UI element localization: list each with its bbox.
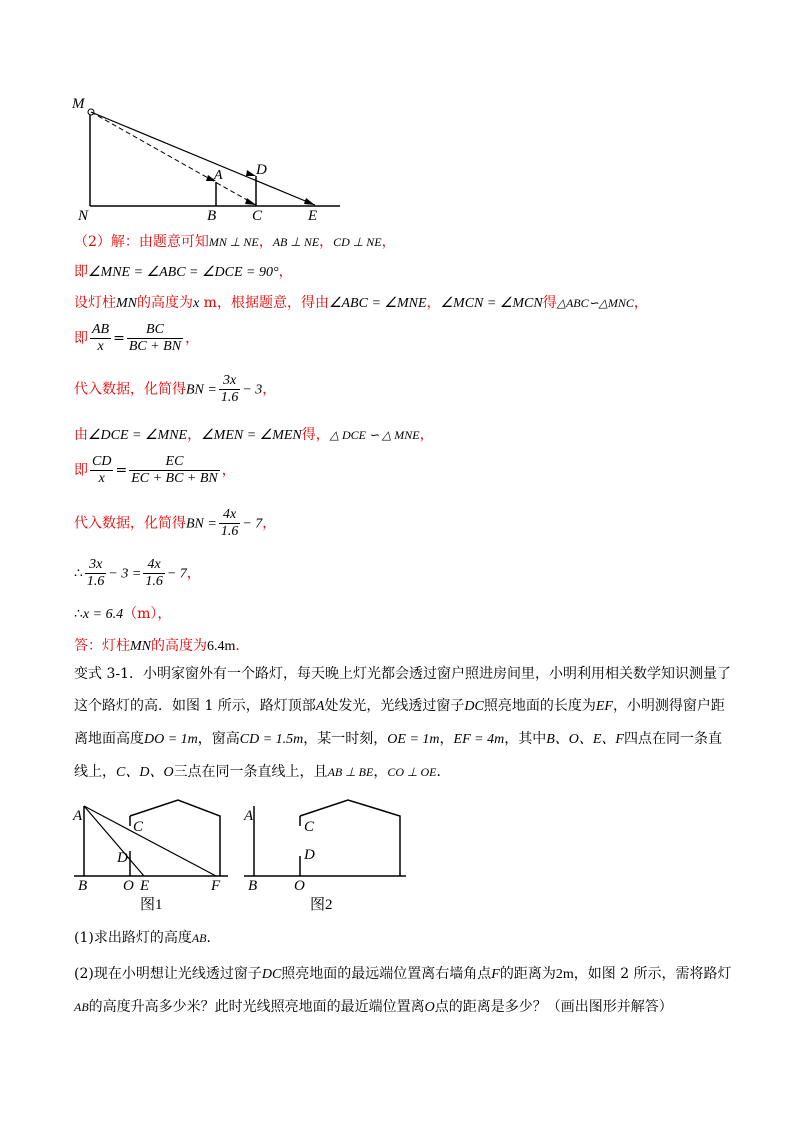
fraction xyxy=(129,454,220,487)
label-c: C xyxy=(252,208,263,224)
text: 得， xyxy=(301,427,330,443)
arrow-d xyxy=(246,170,256,176)
text: ． xyxy=(436,764,451,780)
math: △ DCE ∽ △ MNE xyxy=(329,428,420,442)
text: ， xyxy=(258,234,273,250)
text: 代入数据，化简得 xyxy=(74,515,186,532)
numerator: 3x xyxy=(219,373,241,390)
math: △ABC∽△MNC xyxy=(556,296,634,310)
text: 6.4m xyxy=(207,639,236,654)
fig1-label-d: D xyxy=(117,850,128,866)
numerator: 3x xyxy=(85,557,107,574)
arrow-e xyxy=(304,198,315,205)
ray-me xyxy=(91,112,315,205)
text: 2m xyxy=(555,967,574,982)
text: ∴ xyxy=(74,606,83,622)
text: 四点在同一条直线上， xyxy=(74,731,722,780)
arrow-c xyxy=(245,198,256,205)
fraction xyxy=(127,322,183,355)
text: ，小明测得窗户距离地面高度 xyxy=(74,698,725,747)
fig1-label-a: A xyxy=(73,808,83,824)
solution-line-6 xyxy=(74,425,434,446)
text: 代入数据，化简得 xyxy=(74,381,186,398)
label-m: M xyxy=(72,96,85,112)
fig2-label-o: O xyxy=(294,878,305,894)
text: ， xyxy=(185,330,200,347)
text: = xyxy=(113,330,125,347)
text: 即 xyxy=(74,330,88,347)
house-roof xyxy=(300,800,400,876)
fig2-label-d: D xyxy=(304,847,315,863)
text: ， xyxy=(278,264,293,280)
text: 即 xyxy=(74,264,88,280)
text: 的高度为 xyxy=(151,638,207,654)
math: CO ⊥ OE xyxy=(387,765,437,779)
denominator: BC + BN xyxy=(128,339,182,354)
numerator: EC xyxy=(129,454,220,471)
text: （2）解：由题意可知 xyxy=(74,234,209,250)
fig1-label-b: B xyxy=(78,878,88,894)
text: 由 xyxy=(74,427,88,443)
solution-line-10 xyxy=(74,604,171,625)
top-geometry-figure xyxy=(70,90,360,225)
denominator: 1.6 xyxy=(145,574,163,589)
text: ， xyxy=(633,295,648,311)
solution-answer xyxy=(74,636,249,657)
math: BN = xyxy=(186,382,217,398)
text: ． xyxy=(206,930,221,946)
math: ∠MCN = ∠MCN xyxy=(440,296,543,311)
numerator: CD xyxy=(92,454,112,469)
text: 点的距离是多少？（画出图形并解答） xyxy=(434,999,673,1015)
numerator: BC xyxy=(127,322,183,339)
ray-af xyxy=(84,806,216,876)
fig1-label-e: E xyxy=(140,878,150,894)
math: AB ⊥ NE xyxy=(272,235,320,249)
text: ， xyxy=(157,606,172,622)
text: 处发光，光线透过窗子 xyxy=(324,698,465,714)
text: ， xyxy=(381,234,396,250)
fraction xyxy=(90,322,111,355)
text: (2)现在小明想让光线透过窗子 xyxy=(74,966,262,982)
solution-line-2 xyxy=(74,262,293,283)
solution-line-3 xyxy=(74,293,648,314)
problem-statement xyxy=(74,658,734,789)
text: ， xyxy=(186,565,201,582)
math: ∠ABC = ∠MNE xyxy=(328,296,427,311)
text: 三点在同一条直线上，且 xyxy=(173,764,328,780)
text: ， xyxy=(426,295,441,311)
math: ∠MEN = ∠MEN xyxy=(201,428,302,443)
text: 的距离为 xyxy=(499,966,556,982)
text: 照亮地面的长度为 xyxy=(483,698,596,714)
math: AB xyxy=(74,1000,89,1014)
math: MN ⊥ NE xyxy=(208,235,259,249)
fraction xyxy=(85,557,107,590)
math: B、O、E、F xyxy=(546,732,624,747)
fig1-label-c: C xyxy=(133,819,144,835)
math: A xyxy=(315,699,325,714)
math: MN xyxy=(116,296,137,311)
solution-line-8 xyxy=(74,507,276,540)
denominator: 1.6 xyxy=(86,574,105,589)
numerator: 4x xyxy=(219,507,241,524)
solution-line-4 xyxy=(74,322,199,355)
text: ， xyxy=(373,764,388,780)
math: EF = 4m xyxy=(453,732,505,747)
text: ∴ xyxy=(74,565,83,582)
text: 即 xyxy=(74,462,88,479)
ray-mc xyxy=(91,112,256,205)
numerator: AB xyxy=(92,322,110,337)
text: ， xyxy=(419,427,434,443)
fig2-label-b: B xyxy=(248,878,258,894)
fig2-caption: 图2 xyxy=(310,897,333,913)
denominator: 1.6 xyxy=(220,390,239,405)
label-a: A xyxy=(214,168,223,183)
solution-line-5 xyxy=(74,373,276,406)
math: ∠MNE = ∠ABC = ∠DCE = 90° xyxy=(88,265,279,280)
math: x xyxy=(193,296,200,311)
text: （m） xyxy=(123,606,158,622)
math: CD ⊥ NE xyxy=(333,235,382,249)
denominator: x xyxy=(98,471,105,486)
fraction xyxy=(143,557,165,590)
math: CD = 1.5m xyxy=(239,732,304,747)
text: 的高度升高多少米？此时光线照亮地面的最近端位置离 xyxy=(88,999,425,1015)
denominator: x xyxy=(97,339,104,354)
text: m，根据题意，得由 xyxy=(199,295,329,311)
question-2 xyxy=(74,958,734,1024)
fig2-label-a: A xyxy=(244,808,254,824)
text: ，其中 xyxy=(504,731,547,747)
text: 变式 3-1．小明家窗外有一个路灯，每天晚上灯光都会透过窗户照进房间里，小明利用相关数学知识测量了这个路灯的高．如图 1 所示，路灯顶部 xyxy=(74,666,731,714)
fig1-caption: 图1 xyxy=(140,897,163,913)
text: = xyxy=(115,462,128,479)
text: ， xyxy=(439,731,454,747)
text: 设灯柱 xyxy=(74,295,116,311)
math: − 3 = xyxy=(108,566,142,582)
numerator: 4x xyxy=(143,557,165,574)
math: O xyxy=(424,1000,435,1015)
math: AB ⊥ BE xyxy=(327,765,374,779)
math: − 3 xyxy=(242,382,263,398)
math: − 7 xyxy=(166,566,187,582)
text: ，窗高 xyxy=(197,731,240,747)
fraction xyxy=(90,454,113,487)
math: BN = xyxy=(186,516,217,532)
text: ，某一时刻， xyxy=(303,731,388,747)
label-e: E xyxy=(308,208,318,224)
ray-ae xyxy=(84,806,144,876)
math: C、D、O xyxy=(116,765,174,780)
text: ． xyxy=(235,638,250,654)
text: 答：灯柱 xyxy=(74,638,130,654)
text: (1)求出路灯的高度 xyxy=(74,930,192,946)
math: EF xyxy=(595,699,613,714)
solution-line-1 xyxy=(74,232,396,252)
math: MN xyxy=(130,639,151,654)
math: DO = 1m xyxy=(144,732,198,747)
text: ， xyxy=(262,381,277,398)
label-b: B xyxy=(207,208,217,224)
math: F xyxy=(491,967,500,982)
text: 的高度为 xyxy=(137,295,193,311)
math: ∠DCE = ∠MNE xyxy=(88,428,188,443)
denominator: 1.6 xyxy=(220,524,239,539)
text: 得 xyxy=(542,295,557,311)
math: OE = 1m xyxy=(387,732,440,747)
math: − 7 xyxy=(242,516,263,532)
text: ， xyxy=(187,427,202,443)
question-1 xyxy=(74,928,221,948)
solution-line-7 xyxy=(74,454,236,487)
text: ，如图 2 所示，需将路灯 xyxy=(573,966,732,982)
fig1-label-f: F xyxy=(211,878,221,894)
text: 照亮地面的最远端位置离右墙角点 xyxy=(281,966,492,982)
text: ， xyxy=(319,234,334,250)
figure-2 xyxy=(240,796,410,916)
math: AB xyxy=(191,931,207,945)
fig1-label-o: O xyxy=(123,878,134,894)
label-n: N xyxy=(78,208,89,224)
figure-1 xyxy=(70,796,240,916)
label-d: D xyxy=(256,162,267,178)
text: ， xyxy=(221,462,236,479)
solution-line-9 xyxy=(74,557,201,590)
denominator: EC + BC + BN xyxy=(131,471,218,486)
math: x = 6.4 xyxy=(82,607,124,622)
fig2-label-c: C xyxy=(304,819,315,835)
text: ， xyxy=(262,515,277,532)
math: DC xyxy=(261,967,282,982)
fraction xyxy=(219,507,241,540)
fraction xyxy=(219,373,241,406)
math: DC xyxy=(464,699,484,714)
